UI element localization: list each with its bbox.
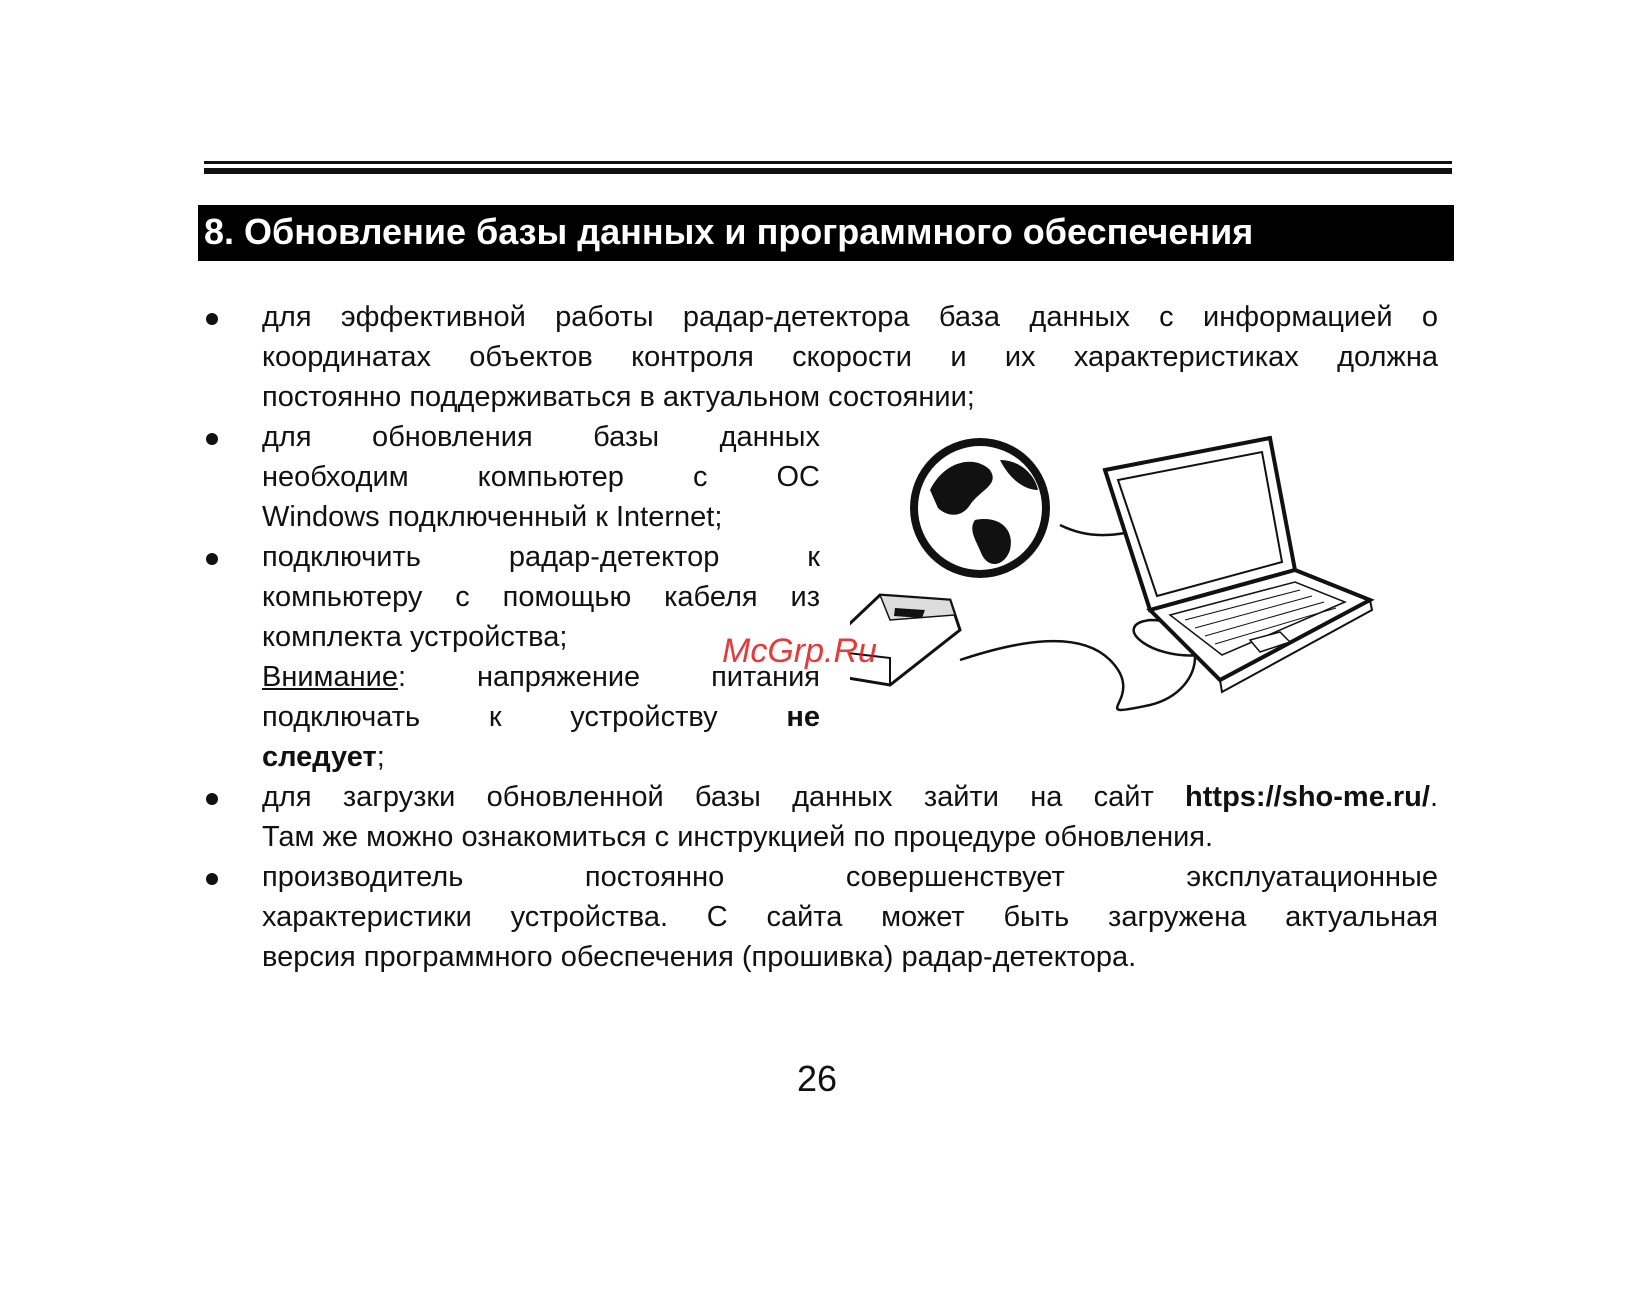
bullet-2-dot	[206, 433, 218, 445]
cable-to-detector	[960, 620, 1200, 710]
bullet-5-line-1: производитель постоянно совершенствует эксплуатационные	[262, 861, 1438, 893]
bullet-5-dot	[206, 873, 218, 885]
bullet-1-line-3: постоянно поддерживаться в актуальном состоянии;	[262, 381, 975, 413]
bullet-5-line-2: характеристики устройства. С сайта может быть загружена актуальная	[262, 901, 1438, 933]
watermark: McGrp.Ru	[722, 632, 877, 670]
warning-line-2-text: подключать к устройству	[262, 701, 787, 733]
bullet-4-line-1-text: для загрузки обновленной базы данных зайти на сайт	[262, 781, 1186, 813]
bullet-3-line-2: компьютеру с помощью кабеля из	[262, 581, 820, 613]
warning-label: Внимание	[262, 661, 398, 693]
bullet-3-dot	[206, 553, 218, 565]
header-rule-thick	[204, 168, 1452, 174]
bullet-3-line-3: комплекта устройства;	[262, 621, 568, 653]
globe-icon	[910, 438, 1050, 578]
bullet-4-line-2: Там же можно ознакомиться с инструкцией по процедуре обновления.	[262, 821, 1214, 853]
warning-not: не	[786, 701, 820, 733]
warning-line-3	[262, 740, 385, 774]
warning-colon: :	[397, 661, 407, 693]
bullet-5-line-3: версия программного обеспечения (прошивка) радар-детектора.	[262, 941, 1137, 973]
bullet-2-line-3: Windows подключенный к Internet;	[262, 501, 723, 533]
bullet-1-line-1: для эффективной работы радар-детектора база данных с информацией о	[262, 301, 1438, 333]
website-link[interactable]: https://sho-me.ru/	[1185, 781, 1430, 813]
bullet-2-line-1: для обновления базы данных	[262, 421, 820, 453]
bullet-1-dot	[206, 313, 218, 325]
warning-line-2	[262, 700, 820, 734]
bullet-4-line-1-end: .	[1429, 781, 1438, 813]
header-rule-thin	[204, 161, 1452, 164]
bullet-4-dot	[206, 793, 218, 805]
bullet-2-line-2: необходим компьютер с ОС	[262, 461, 820, 493]
warning-should: следует	[262, 741, 377, 773]
bullet-3-line-1: подключить радар-детектор к	[262, 541, 820, 573]
page-number: 26	[796, 1058, 838, 1099]
bullet-4-line-1	[262, 780, 1438, 814]
bullet-1-line-2: координатах объектов контроля скорости и их характеристиках должна	[262, 341, 1438, 373]
warning-line-1-text: напряжение питания	[406, 661, 820, 693]
update-illustration	[850, 430, 1450, 740]
section-heading-text: 8. Обновление базы данных и программного обеспечения	[204, 211, 1254, 252]
warning-line-3-end: ;	[376, 741, 385, 773]
laptop-icon	[1105, 438, 1372, 692]
section-heading	[198, 205, 1454, 261]
